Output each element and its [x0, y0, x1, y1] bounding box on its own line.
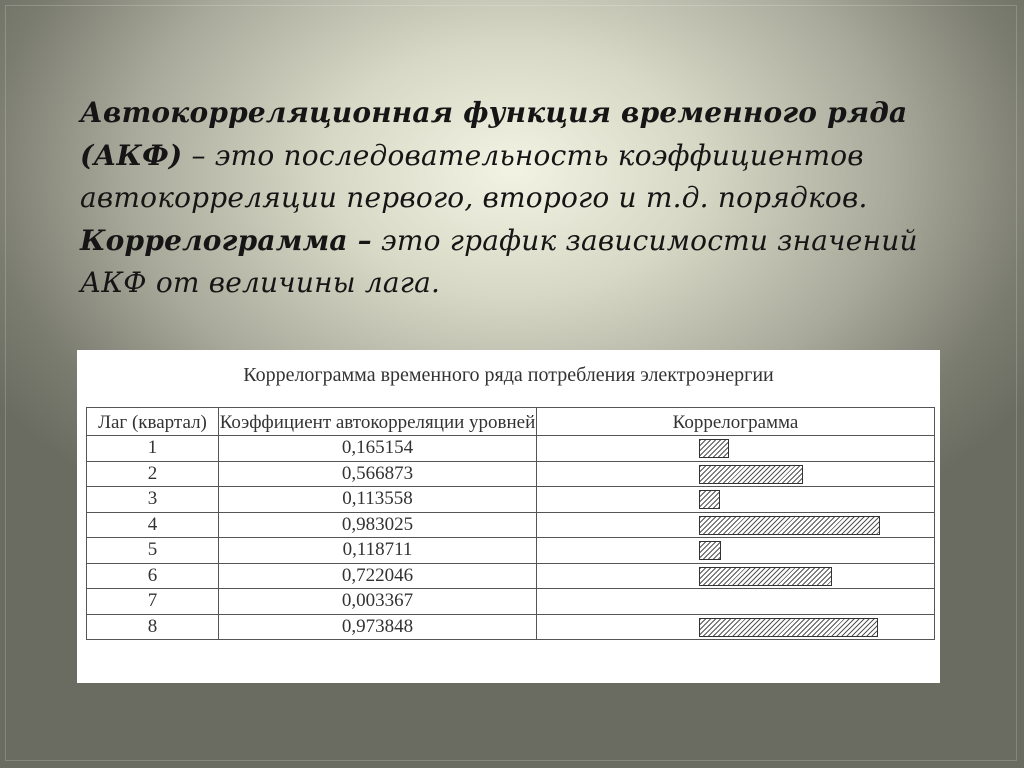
correlogram-bar-lag-8 [699, 618, 878, 637]
table-row [87, 461, 935, 487]
header-chart: Коррелограмма [537, 408, 935, 436]
cell-coef: 0,983025 [219, 512, 537, 538]
correlogram-bar-lag-1 [699, 439, 729, 458]
definition-acf-term: Автокорреляционная функция временного ряда (АКФ) [80, 96, 908, 172]
cell-chart [537, 538, 935, 564]
cell-coef: 0,566873 [219, 461, 537, 487]
correlogram-bar-lag-6 [699, 567, 832, 586]
correlogram-table-panel [77, 350, 940, 683]
header-lag: Лаг (квартал) [87, 408, 219, 436]
table-row [87, 563, 935, 589]
cell-chart [537, 589, 935, 615]
header-coef: Коэффициент автокорреляции уровней [219, 408, 537, 436]
cell-chart [537, 436, 935, 462]
table-row [87, 436, 935, 462]
cell-lag: 5 [87, 538, 219, 564]
cell-coef: 0,165154 [219, 436, 537, 462]
correlogram-bar-lag-4 [699, 516, 880, 535]
definition-acf-text: – это последовательность коэффициентов автокорреляции первого, второго и т.д. порядков. [80, 138, 868, 214]
definition-correlogram [80, 220, 980, 305]
definition-acf [80, 92, 980, 220]
correlogram-table [86, 407, 935, 640]
table-row [87, 512, 935, 538]
table-header-row [87, 408, 935, 436]
cell-coef: 0,003367 [219, 589, 537, 615]
cell-chart [537, 487, 935, 513]
cell-lag: 4 [87, 512, 219, 538]
correlogram-bar-lag-5 [699, 541, 721, 560]
slide-text [80, 92, 980, 305]
cell-chart [537, 512, 935, 538]
cell-lag: 6 [87, 563, 219, 589]
cell-chart [537, 461, 935, 487]
cell-coef: 0,973848 [219, 614, 537, 640]
table-title: Коррелограмма временного ряда потребления электроэнергии [243, 364, 774, 386]
cell-coef: 0,722046 [219, 563, 537, 589]
definition-correlogram-term: Коррелограмма – [80, 223, 372, 257]
cell-lag: 1 [87, 436, 219, 462]
definition-correlogram-text: это график зависимости значений АКФ от величины лага. [80, 223, 918, 299]
correlogram-bar-lag-2 [699, 465, 803, 484]
cell-lag: 2 [87, 461, 219, 487]
cell-lag: 3 [87, 487, 219, 513]
cell-chart [537, 614, 935, 640]
correlogram-bar-lag-3 [699, 490, 720, 509]
table-row [87, 487, 935, 513]
cell-lag: 7 [87, 589, 219, 615]
cell-coef: 0,118711 [219, 538, 537, 564]
cell-coef: 0,113558 [219, 487, 537, 513]
cell-lag: 8 [87, 614, 219, 640]
cell-chart [537, 563, 935, 589]
table-row [87, 538, 935, 564]
table-row [87, 589, 935, 615]
table-row [87, 614, 935, 640]
